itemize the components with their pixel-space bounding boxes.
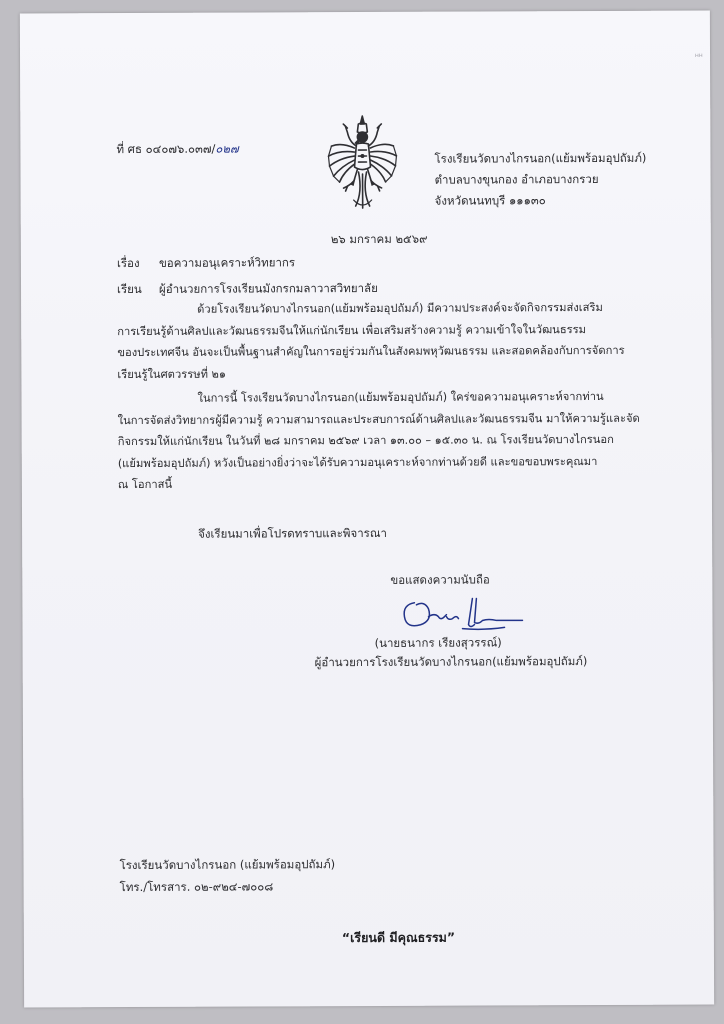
paragraph-1-line-4: เรียนรู้ในศตวรรษที่ ๒๑	[117, 367, 227, 381]
regards-line: ขอแสดงความนับถือ	[390, 572, 490, 587]
paragraph-1-line-3: ของประเทศจีน อันจะเป็นพื้นฐานสำคัญในการอยู่ร่วมกันในสังคมพหุวัฒนธรรม และสอดคล้องกับการจัดการ	[117, 343, 625, 360]
recipient-label: เรียน	[117, 281, 142, 297]
footer-phone: โทร./โทรสาร. ๐๒-๙๒๔-๗๐๐๘	[119, 879, 274, 895]
footer-school-name: โรงเรียนวัดบางไกรนอก (แย้มพร้อมอุปถัมภ์)	[119, 857, 336, 873]
paragraph-1-line-2: การเรียนรู้ด้านศิลปและวัฒนธรรมจีนให้แก่นักเรียน เพื่อเสริมสร้างความรู้ ความเข้าใจในวัฒนธรรม	[117, 322, 587, 338]
paragraph-1-line-1: ด้วยโรงเรียนวัดบางไกรนอก(แย้มพร้อมอุปถัมภ์) มีความประสงค์จะจัดกิจกรรมส่งเสริม	[197, 300, 603, 316]
paragraph-2-line-2: ในการจัดส่งวิทยากรผู้มีความรู้ ความสามารถและประสบการณ์ด้านศิลปและวัฒนธรรมจีน มาให้ความรู้และจัด	[117, 411, 640, 427]
paragraph-2-line-5: ณ โอกาสนี้	[117, 477, 173, 492]
reference-handwritten-number: ๐๒๗	[215, 141, 239, 156]
recipient-text: ผู้อำนวยการโรงเรียนมังกรกมลาวาสวิทยาลัย	[159, 280, 378, 296]
letter-date: ๒๖ มกราคม ๒๕๖๙	[330, 231, 428, 247]
body-paragraph-1	[117, 297, 625, 385]
signer-position: ผู้อำนวยการโรงเรียนวัดบางไกรนอก(แย้มพร้อมอุปถัมภ์)	[314, 654, 588, 670]
paragraph-2-line-4: (แย้มพร้อมอุปถัมภ์) หวังเป็นอย่างยิ่งว่าจะได้รับความอนุเคราะห์จากท่านด้วยดี และขอขอบพระคุณมา	[117, 454, 598, 470]
letter-page	[20, 10, 714, 1007]
school-address-line-2: ตำบลบางขุนกอง อำเภอบางกรวย	[434, 171, 599, 187]
signer-name: (นายธนากร เรียงสุวรรณ์)	[374, 635, 502, 650]
subject-label: เรื่อง	[116, 255, 140, 271]
school-address-line-3: จังหวัดนนทบุรี ๑๑๑๓๐	[434, 193, 546, 208]
paragraph-2-line-1: ในการนี้ โรงเรียนวัดบางไกรนอก(แย้มพร้อมอุปถัมภ์) ใคร่ขอความอนุเคราะห์จากท่าน	[197, 389, 604, 405]
closing-line: จึงเรียนมาเพื่อโปรดทราบและพิจารณา	[198, 525, 388, 541]
subject-text: ขอความอนุเคราะห์วิทยากร	[158, 255, 296, 270]
paragraph-2-line-3: กิจกรรมให้แก่นักเรียน ในวันที่ ๒๘ มกราคม ๒๕๖๙ เวลา ๑๓.๐๐ – ๑๕.๓๐ น. ณ โรงเรียนวัดบางไกรนอก	[117, 432, 614, 449]
school-address-line-1: โรงเรียนวัดบางไกรนอก(แย้มพร้อมอุปถัมภ์)	[434, 150, 647, 166]
reference-prefix: ที่ ศธ ๐๔๐๗๖.๐๓๗/	[116, 141, 216, 157]
handwritten-signature	[392, 594, 537, 637]
school-motto: “เรียนดี มีคุณธรรม”	[341, 929, 456, 946]
reference-number	[116, 141, 238, 158]
garuda-emblem-icon	[325, 112, 399, 212]
body-paragraph-2	[117, 386, 640, 496]
corner-mark: ᴴᴴ	[695, 52, 703, 62]
